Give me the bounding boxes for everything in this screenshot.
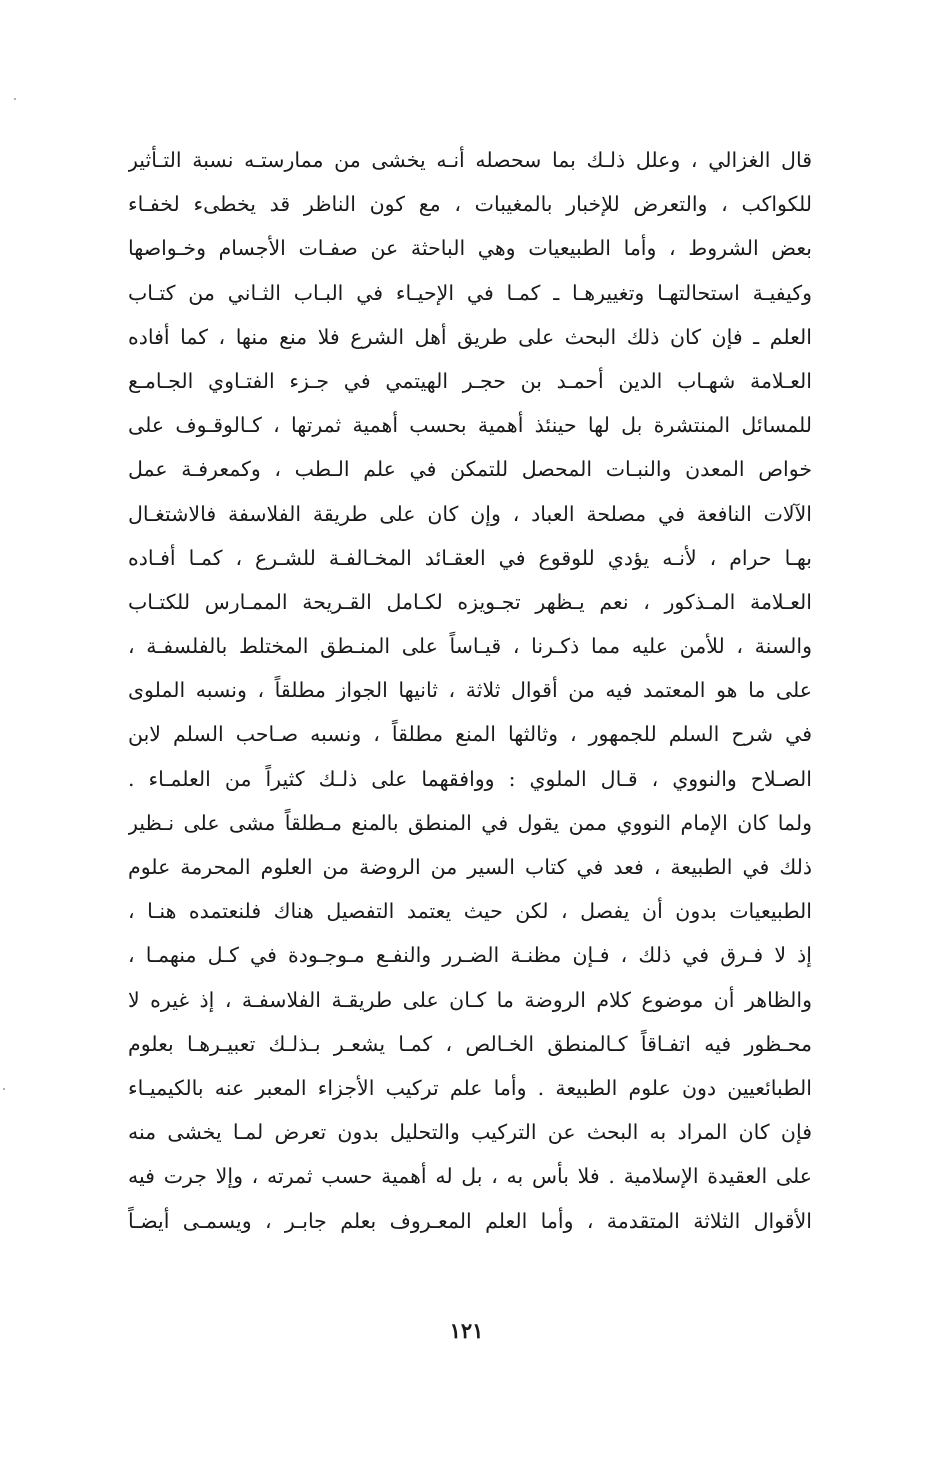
scan-speck (3, 1088, 5, 1090)
text-line: للكواكب ، والتعرض للإخبار بالمغيبات ، مع كون الناظر قد يخطىء لخفـاء (128, 192, 812, 217)
text-line: الآلات النافعة في مصلحة العباد ، وإن كان على طريقة الفلاسفة فالاشتغـال (128, 501, 812, 526)
text-line: خواص المعدن والنبـات المحصل للتمكن في علم الـطب ، وكمعرفـة عمل (128, 457, 812, 482)
text-line: والظاهر أن موضوع كلام الروضة ما كـان على طريقـة الفلاسفـة ، إذ غيره لا (128, 987, 812, 1012)
text-line: وكيفيـة استحالتهـا وتغييرهـا ـ كمـا في الإحيـاء في البـاب الثـاني من كتـاب (128, 280, 812, 305)
text-line: إذ لا فـرق في ذلك ، فـإن مظنـة الضـرر والنفـع مـوجـودة في كـل منهمـا ، (128, 943, 812, 968)
text-line: ذلك في الطبيعة ، فعد في كتاب السير من الروضة من العلوم المحرمة علوم (128, 855, 812, 879)
text-line: للمسائل المنتشرة بل لها حينئذ أهمية بحسب أهمية ثمرتها ، كـالوقـوف على (128, 413, 812, 438)
text-line: قال الغزالي ، وعلل ذلـك بما سحصله أنـه يخشى من ممارستـه نسبة التـأثير (128, 148, 812, 172)
text-line: على العقيدة الإسلامية . فلا بأس به ، بل له أهمية حسب ثمرته ، وإلا جرت فيه (128, 1164, 812, 1189)
text-line: بعض الشروط ، وأما الطبيعيات وهي الباحثة عن صفـات الأجسام وخـواصها (128, 236, 812, 261)
text-line: على ما هو المعتمد فيه من أقوال ثلاثة ، ثانيها الجواز مطلقاً ، ونسبه الملوى (128, 678, 812, 703)
text-line: الصـلاح والنووي ، قـال الملوي : ووافقهما على ذلـك كثيراً من العلمـاء . (128, 766, 812, 791)
scan-speck (14, 98, 16, 100)
text-line: الطبيعيات بدون أن يفصل ، لكن حيث يعتمد التفصيل هناك فلنعتمده هنـا ، (128, 899, 812, 924)
page-number: ١٢١ (449, 1318, 484, 1343)
text-line: الأقوال الثلاثة المتقدمة ، وأما العلم المعـروف بعلم جابـر ، ويسمـى أيضـاً (128, 1208, 812, 1233)
text-line: العلم ـ فإن كان ذلك البحث على طريق أهل الشرع فلا منع منها ، كما أفاده (128, 324, 812, 349)
text-line: والسنة ، للأمن عليه مما ذكـرنا ، قيـاساً على المنـطق المختلط بالفلسفـة ، (128, 634, 812, 659)
body-text (128, 138, 812, 1243)
text-line: العـلامة المـذكور ، نعم يـظهر تجـويزه لكـامل القـريحة الممـارس للكتـاب (128, 589, 812, 614)
text-line: فإن كان المراد به البحث عن التركيب والتحليل بدون تعرض لمـا يخشى منه (128, 1120, 812, 1145)
text-line: بهـا حرام ، لأنـه يؤدي للوقوع في العقـائد المخـالفـة للشـرع ، كمـا أفـاده (128, 545, 812, 570)
text-line: الطبائعيين دون علوم الطبيعة . وأما علم تركيب الأجزاء المعبر عنه بالكيميـاء (128, 1075, 812, 1100)
text-line: في شرح السلم للجمهور ، وثالثها المنع مطلقاً ، ونسبه صـاحب السلم لابن (128, 722, 812, 747)
text-line: العـلامة شهـاب الدين أحمـد بن حجـر الهيتمي في جـزء الفتـاوي الجـامـع (128, 368, 812, 393)
text-line: ولما كان الإمام النووي ممن يقول في المنطق بالمنع مـطلقاً مشى على نـظير (128, 810, 812, 835)
text-line: محـظور فيه اتفـاقاً كـالمنطق الخـالص ، كمـا يشعـر بـذلـك تعبيـرهـا بعلوم (128, 1031, 812, 1056)
